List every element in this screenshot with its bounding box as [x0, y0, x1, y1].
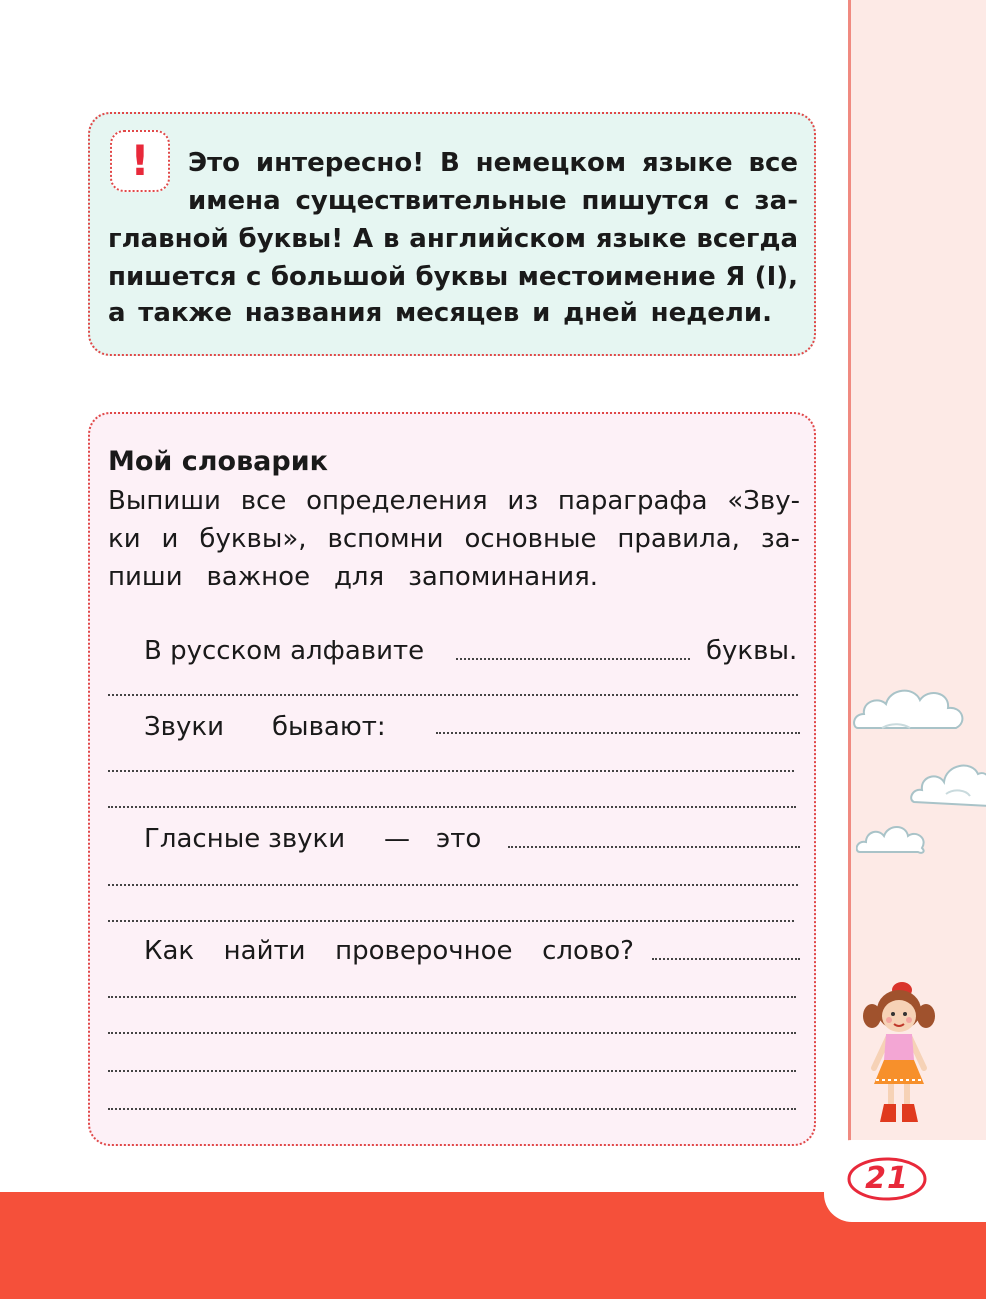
info-line-2: имена существительные пишутся с за- — [188, 186, 798, 216]
answer-line[interactable] — [108, 1032, 796, 1034]
cloud-icon — [856, 818, 928, 858]
page-number — [846, 1155, 928, 1203]
exclamation-mark: ! — [130, 136, 150, 185]
question-vowels-dash: — — [384, 824, 410, 854]
answer-line[interactable] — [108, 694, 798, 696]
answer-line[interactable] — [108, 1070, 796, 1072]
question-vowels-word2: звуки — [268, 824, 346, 854]
instruction-line-1: Выпиши все определения из параграфа «Зву- — [108, 486, 800, 516]
answer-line[interactable] — [108, 770, 794, 772]
question-check-word: Как найти проверочное слово? — [144, 936, 634, 966]
exclamation-icon — [110, 130, 170, 192]
answer-line[interactable] — [108, 806, 796, 808]
question-vowels-word4: это — [436, 824, 482, 854]
answer-line[interactable] — [108, 884, 798, 886]
question-alphabet-suffix: буквы. — [706, 636, 798, 666]
question-sounds-word2: бывают: — [272, 712, 386, 742]
answer-line[interactable] — [108, 996, 796, 998]
answer-line[interactable] — [108, 920, 794, 922]
answer-line[interactable] — [436, 732, 800, 734]
cloud-icon — [852, 678, 970, 742]
cloud-icon — [910, 754, 986, 816]
info-line-1: Это интересно! В немецком языке все — [188, 148, 798, 178]
instruction-line-3: пиши важное для запоминания. — [108, 562, 598, 592]
answer-line[interactable] — [108, 1108, 796, 1110]
info-line-3: главной буквы! А в английском языке всегда — [108, 224, 798, 254]
margin-line — [848, 0, 851, 1150]
question-vowels-word1: Гласные — [144, 824, 261, 854]
question-alphabet-prefix: В русском алфавите — [144, 636, 425, 666]
page-number-text: 21 — [865, 1161, 909, 1196]
dictionary-title: Мой словарик — [108, 446, 328, 477]
answer-line[interactable] — [508, 846, 800, 848]
instruction-line-2: ки и буквы», вспомни основные правила, за- — [108, 524, 800, 554]
answer-line[interactable] — [652, 958, 800, 960]
girl-illustration-icon — [858, 980, 938, 1130]
info-line-5: а также названия месяцев и дней недели. — [108, 298, 772, 328]
answer-line-alphabet-count[interactable] — [456, 658, 690, 660]
info-line-4: пишется с большой буквы местоимение Я (I), — [108, 262, 798, 292]
dictionary-box — [88, 412, 816, 1146]
question-sounds-word1: Звуки — [144, 712, 224, 742]
